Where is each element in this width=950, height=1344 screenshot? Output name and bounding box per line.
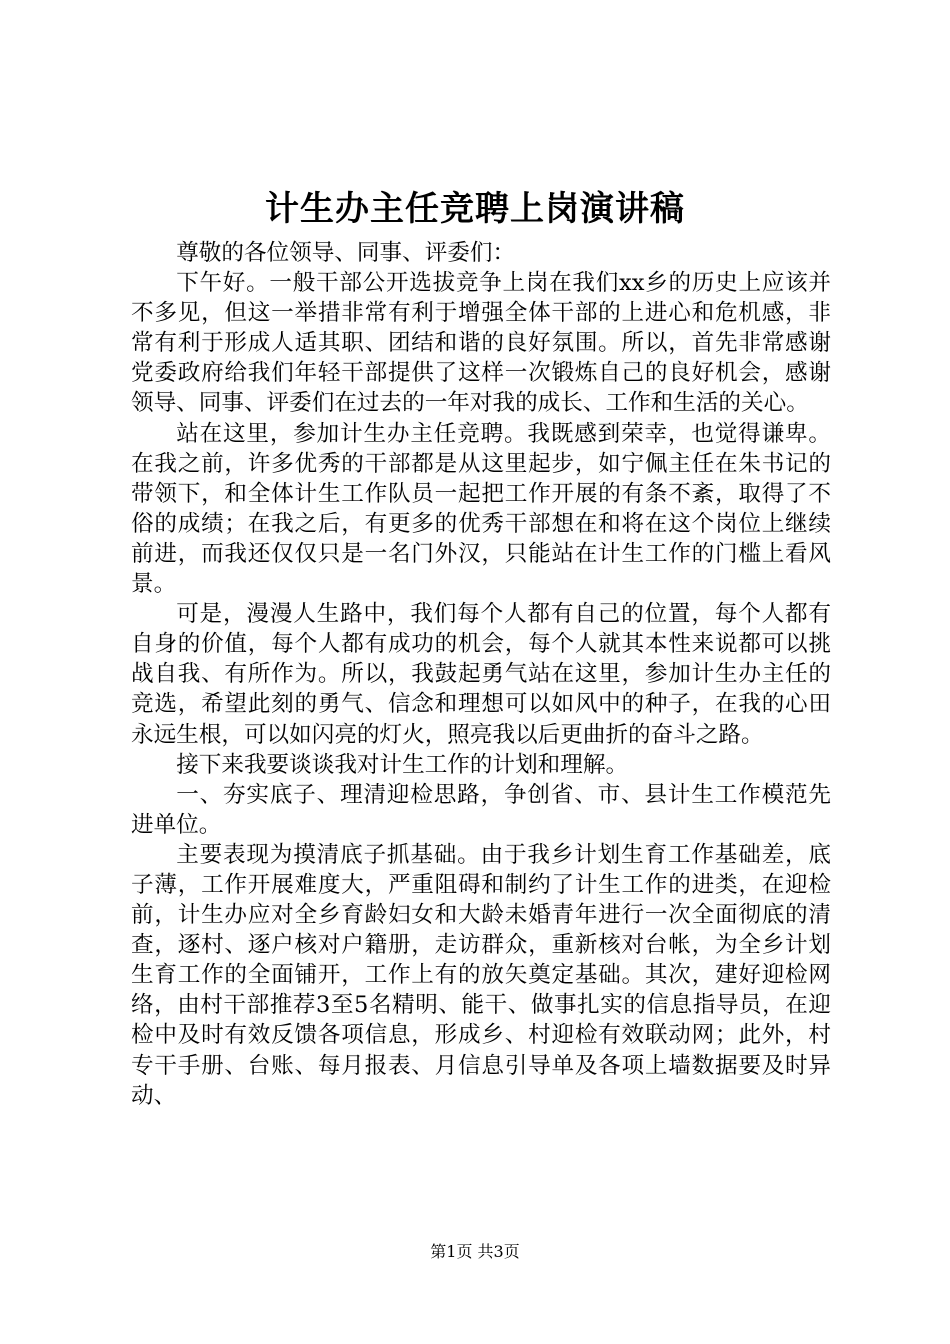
body-paragraph: 站在这里，参加计生办主任竞聘。我既感到荣幸，也觉得谦卑。在我之前，许多优秀的干部都是从这里起步，如宁佩主任在朱书记的带领下，和全体计生工作队员一起把工作开展的有条不紊，取得了不俗的成绩；在我之后，有更多的优秀干部想在和将在这个岗位上继续前进，而我还仅仅只是一名门外汉，只能站在计生工作的门槛上看风景。 <box>131 420 831 598</box>
document-title: 计生办主任竞聘上岗演讲稿 <box>265 189 685 229</box>
body-paragraph: 下午好。一般干部公开选拔竞争上岗在我们xx乡的历史上应该并不多见，但这一举措非常有利于增强全体干部的上进心和危机感，非常有利于形成人适其职、团结和谐的良好氛围。所以，首先非常感谢党委政府给我们年轻干部提供了这样一次锻炼自己的良好机会，感谢领导、同事、评委们在过去的一年对我的成长、工作和生活的关心。 <box>131 270 831 417</box>
page-footer: 第1页 共3页 <box>430 1242 520 1261</box>
section-heading-paragraph: 一、夯实底子、理清迎检思路，争创省、市、县计生工作模范先进单位。 <box>131 781 831 838</box>
salutation-paragraph: 尊敬的各位领导、同事、评委们： <box>176 240 516 266</box>
document-body <box>131 238 831 1111</box>
body-paragraph: 可是，漫漫人生路中，我们每个人都有自己的位置，每个人都有自身的价值，每个人都有成功的机会，每个人就其本性来说都可以挑战自我、有所作为。所以，我鼓起勇气站在这里，参加计生办主任的竞选，希望此刻的勇气、信念和理想可以如风中的种子，在我的心田永远生根，可以如闪亮的灯火，照亮我以后更曲折的奋斗之路。 <box>131 601 831 748</box>
body-paragraph: 主要表现为摸清底子抓基础。由于我乡计划生育工作基础差，底子薄，工作开展难度大，严重阻碍和制约了计生工作的进类，在迎检前，计生办应对全乡育龄妇女和大龄未婚青年进行一次全面彻底的清查，逐村、逐户核对户籍册，走访群众，重新核对台帐，为全乡计划生育工作的全面铺开，工作上有的放矢奠定基础。其次，建好迎检网络，由村干部推荐3至5名精明、能干、做事扎实的信息指导员，在迎检中及时有效反馈各项信息，形成乡、村迎检有效联动网；此外，村专干手册、台账、每月报表、月信息引导单及各项上墙数据要及时异动、 <box>131 841 831 1109</box>
body-paragraph: 接下来我要谈谈我对计生工作的计划和理解。 <box>176 751 629 778</box>
